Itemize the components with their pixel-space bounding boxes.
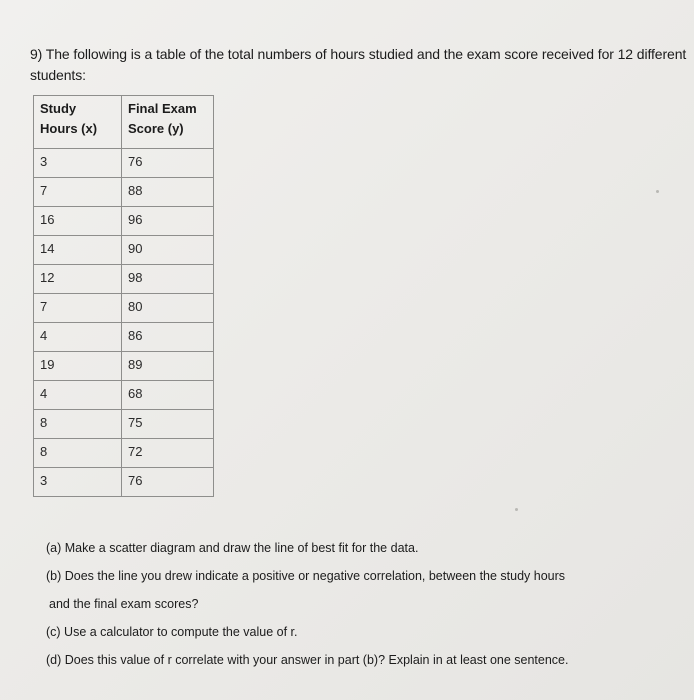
exam-score-cell: 68 <box>122 381 214 410</box>
table-row <box>34 323 214 352</box>
exam-score-cell: 75 <box>122 410 214 439</box>
part-d: (d) Does this value of r correlate with your answer in part (b)? Explain in at least one sentence. <box>46 653 569 667</box>
table-row <box>34 178 214 207</box>
study-hours-cell: 8 <box>34 439 122 468</box>
part-b-continued: and the final exam scores? <box>49 597 199 611</box>
table-row <box>34 381 214 410</box>
study-hours-cell: 14 <box>34 236 122 265</box>
table-row <box>34 410 214 439</box>
table-row <box>34 236 214 265</box>
study-hours-cell: 4 <box>34 323 122 352</box>
study-hours-cell: 3 <box>34 149 122 178</box>
study-hours-cell: 19 <box>34 352 122 381</box>
question-intro: 9) The following is a table of the total numbers of hours studied and the exam score received for 12 different students: <box>30 46 687 83</box>
study-hours-cell: 7 <box>34 178 122 207</box>
part-b: (b) Does the line you drew indicate a positive or negative correlation, between the study hours <box>46 569 566 583</box>
header-study-hours: Study Hours (x) <box>34 96 122 149</box>
table-row <box>34 265 214 294</box>
part-c: (c) Use a calculator to compute the value of r. <box>46 625 298 639</box>
table-row <box>34 468 214 497</box>
exam-score-cell: 72 <box>122 439 214 468</box>
part-a: (a) Make a scatter diagram and draw the line of best fit for the data. <box>46 541 419 555</box>
paper-speck <box>515 508 518 511</box>
paper-speck <box>656 190 659 193</box>
study-hours-cell: 3 <box>34 468 122 497</box>
exam-score-cell: 86 <box>122 323 214 352</box>
exam-score-cell: 80 <box>122 294 214 323</box>
header-final-exam-score: Final Exam Score (y) <box>122 96 214 149</box>
study-hours-cell: 16 <box>34 207 122 236</box>
table-row <box>34 294 214 323</box>
exam-score-cell: 88 <box>122 178 214 207</box>
exam-score-cell: 90 <box>122 236 214 265</box>
exam-score-cell: 96 <box>122 207 214 236</box>
study-hours-cell: 4 <box>34 381 122 410</box>
exam-score-cell: 76 <box>122 149 214 178</box>
data-table <box>33 95 214 497</box>
study-hours-cell: 8 <box>34 410 122 439</box>
exam-score-cell: 98 <box>122 265 214 294</box>
study-hours-cell: 7 <box>34 294 122 323</box>
table-row <box>34 149 214 178</box>
question-parts <box>46 538 686 678</box>
table-row <box>34 439 214 468</box>
study-hours-cell: 12 <box>34 265 122 294</box>
exam-score-cell: 89 <box>122 352 214 381</box>
exam-score-cell: 76 <box>122 468 214 497</box>
table-row <box>34 207 214 236</box>
table-header-row <box>34 96 214 149</box>
table-row <box>34 352 214 381</box>
